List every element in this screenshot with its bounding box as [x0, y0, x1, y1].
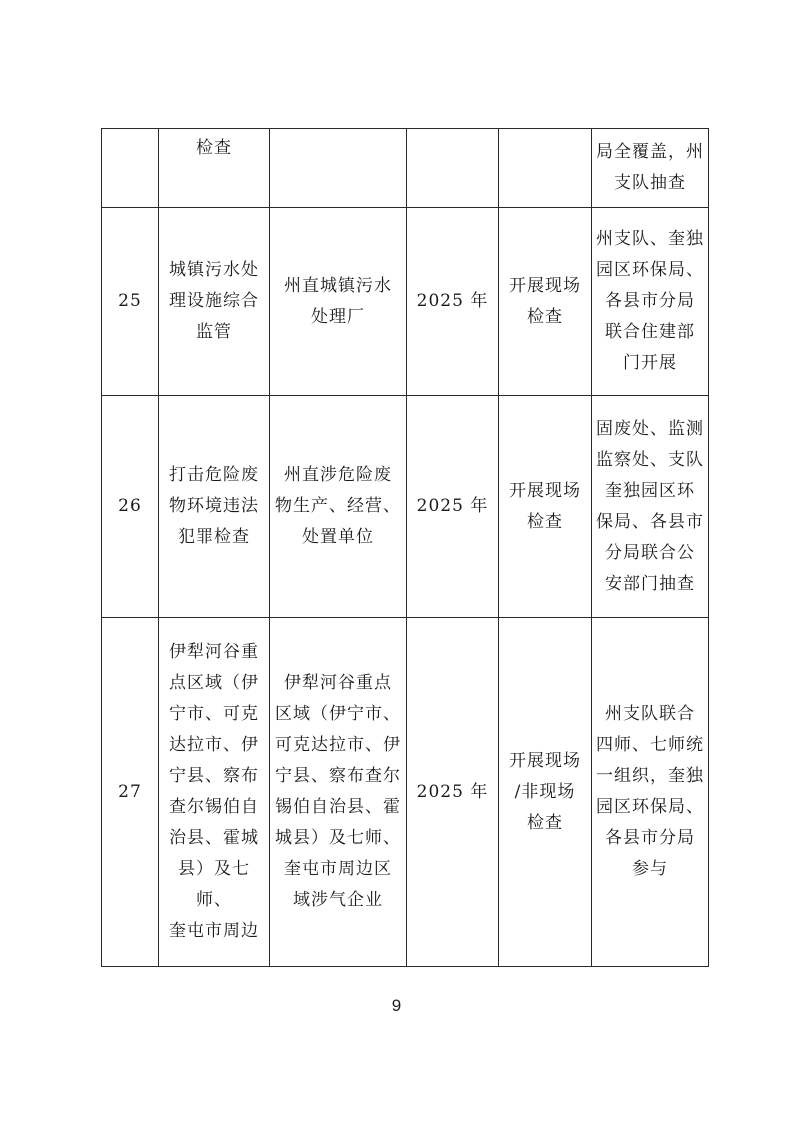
lead-cell	[592, 129, 709, 208]
time-text: 2025 年	[416, 291, 489, 311]
task-table	[101, 128, 709, 967]
method-cell	[499, 396, 592, 618]
row-number-cell	[102, 618, 159, 967]
method-cell	[499, 618, 592, 967]
table-row	[102, 208, 709, 396]
time-text: 2025 年	[416, 781, 489, 802]
item-cell	[159, 208, 270, 396]
lead-cell	[592, 208, 709, 396]
row-number: 25	[118, 291, 142, 311]
method-text: 开展现场 /非现场 检查	[509, 750, 581, 833]
row-number: 26	[118, 496, 142, 516]
time-text: 2025 年	[416, 496, 489, 516]
target-cell	[270, 618, 407, 967]
item-cell	[159, 618, 270, 967]
target-text: 州直涉危险废 物生产、经营、 处置单位	[275, 465, 401, 547]
method-cell	[499, 129, 592, 208]
row-number-cell	[102, 129, 159, 208]
time-cell	[407, 618, 499, 967]
time-cell	[407, 208, 499, 396]
table-row	[102, 396, 709, 618]
row-number-cell	[102, 208, 159, 396]
item-cell	[159, 396, 270, 618]
target-cell	[270, 208, 407, 396]
target-text: 伊犁河谷重点 区域（伊宁市、 可克达拉市、伊 宁县、察布查尔 锡伯自治县、霍 城县）及七师、 奎屯市周边区 域涉气企业	[275, 673, 401, 910]
target-cell	[270, 129, 407, 208]
table-row	[102, 618, 709, 967]
lead-cell	[592, 396, 709, 618]
lead-cell	[592, 618, 709, 967]
item-cell	[159, 129, 270, 208]
target-cell	[270, 396, 407, 618]
time-cell	[407, 396, 499, 618]
item-text: 打击危险废 物环境违法 犯罪检查	[169, 465, 259, 547]
target-text: 州直城镇污水 处理厂	[284, 275, 392, 327]
time-cell	[407, 129, 499, 208]
item-text: 城镇污水处 理设施综合 监管	[169, 260, 259, 342]
lead-text: 局全覆盖，州 支队抽查	[596, 142, 704, 193]
method-text: 开展现场 检查	[509, 480, 581, 532]
item-text: 检查	[196, 138, 232, 158]
item-text: 伊犁河谷重 点区域（伊 宁市、可克 达拉市、伊 宁县、察布 查尔锡伯自 治县、霍城 县）及七师、 奎屯市周边	[169, 642, 259, 941]
method-text: 开展现场 检查	[509, 275, 581, 327]
lead-text: 州支队联合 四师、七师统 一组织，奎独 园区环保局、 各县市分局 参与	[596, 704, 704, 879]
row-number-cell	[102, 396, 159, 618]
table-row-continued	[102, 129, 709, 208]
page-number: 9	[391, 996, 402, 1015]
method-cell	[499, 208, 592, 396]
lead-text: 州支队、奎独 园区环保局、 各县市分局 联合住建部 门开展	[596, 229, 704, 373]
lead-text: 固废处、监测 监察处、支队 奎独园区环 保局、各县市 分局联合公 安部门抽查	[596, 418, 704, 594]
row-number: 27	[118, 781, 142, 802]
